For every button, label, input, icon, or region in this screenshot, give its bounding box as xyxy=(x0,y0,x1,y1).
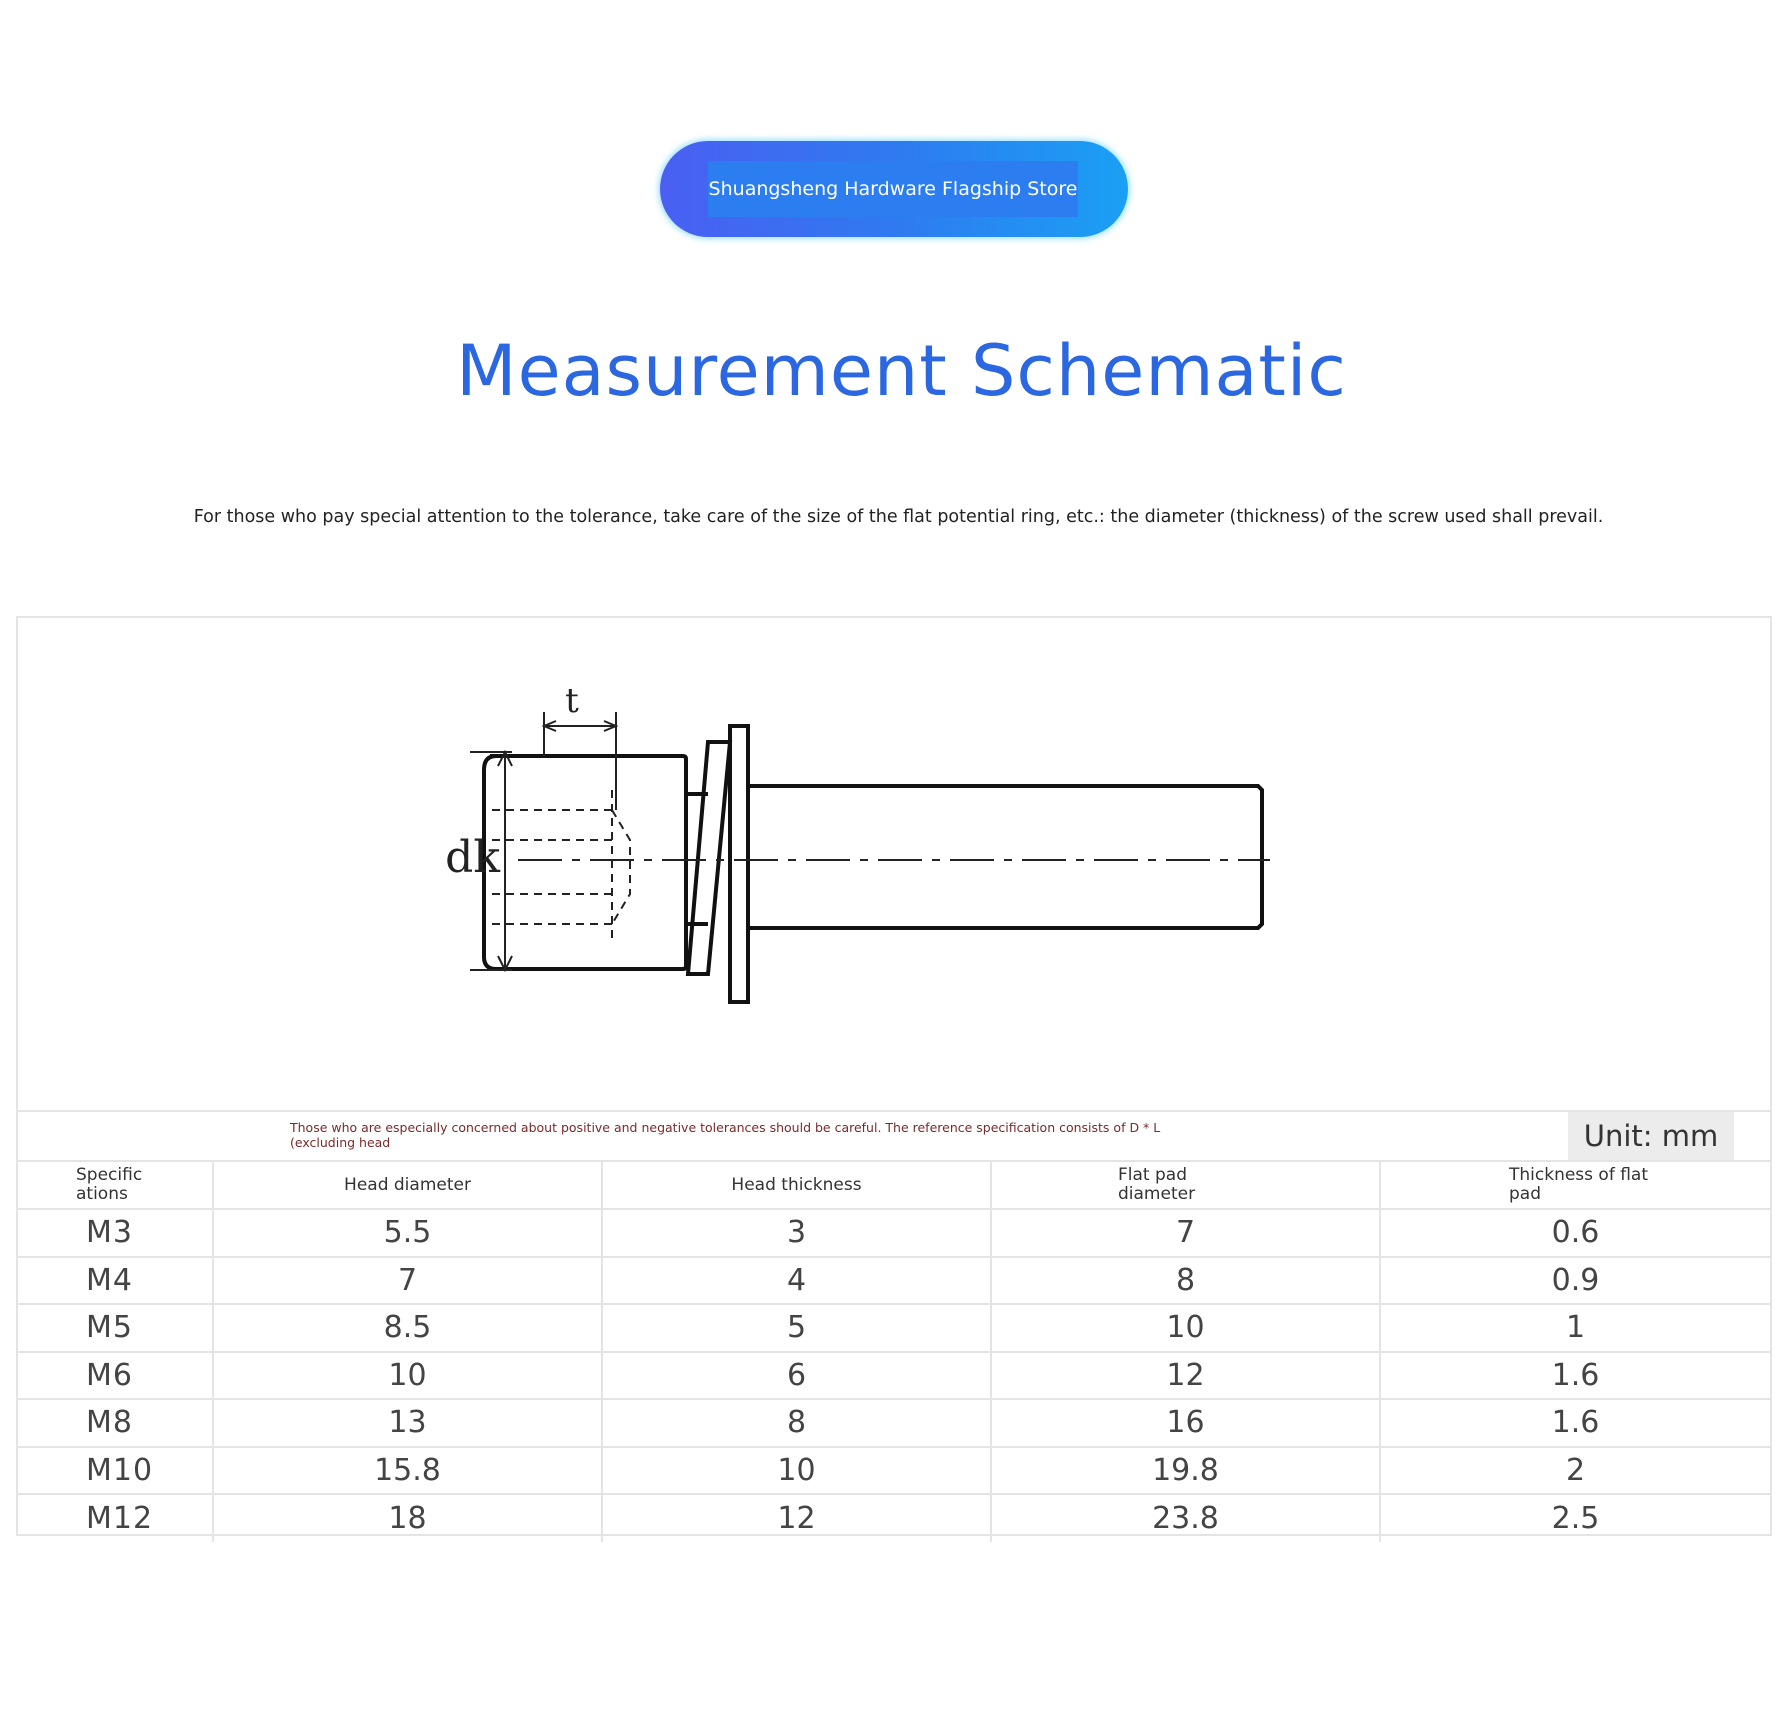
store-badge[interactable] xyxy=(660,141,1128,237)
col-header-head-diameter xyxy=(213,1161,602,1209)
cell-flat-pad-thickness: 0.9 xyxy=(1380,1257,1770,1305)
spec-panel xyxy=(16,616,1772,1536)
cell-flat-pad-thickness: 2.5 xyxy=(1380,1494,1770,1542)
cell-flat-pad-diameter: 10 xyxy=(991,1304,1380,1352)
cell-flat-pad-diameter: 19.8 xyxy=(991,1447,1380,1495)
cell-head-thickness: 5 xyxy=(602,1304,991,1352)
table-header-row xyxy=(18,1161,1770,1209)
cell-head-thickness: 12 xyxy=(602,1494,991,1542)
cell-head-diameter: 18 xyxy=(213,1494,602,1542)
col-header-flat-pad-thickness xyxy=(1380,1161,1770,1209)
page-title: Measurement Schematic xyxy=(456,330,1347,412)
cell-flat-pad-diameter: 7 xyxy=(991,1209,1380,1257)
cell-head-thickness: 4 xyxy=(602,1257,991,1305)
spec-table xyxy=(18,1160,1770,1542)
col-header-head-thickness xyxy=(602,1161,991,1209)
cell-spec: M6 xyxy=(18,1352,213,1400)
col-header-flat-pad-thickness-label: Thickness of flat pad xyxy=(1509,1165,1649,1204)
col-header-head-diameter-label: Head diameter xyxy=(344,1175,471,1195)
table-row xyxy=(18,1352,1770,1400)
screw-head-outline xyxy=(484,756,686,969)
col-header-flat-pad-diameter-label: Flat pad diameter xyxy=(1118,1165,1196,1204)
unit-label: Unit: mm xyxy=(1568,1112,1734,1160)
col-header-spec xyxy=(18,1161,213,1209)
cell-head-diameter: 10 xyxy=(213,1352,602,1400)
table-row xyxy=(18,1447,1770,1495)
table-row xyxy=(18,1209,1770,1257)
cell-head-thickness: 10 xyxy=(602,1447,991,1495)
cell-head-thickness: 6 xyxy=(602,1352,991,1400)
t-label: t xyxy=(565,681,579,721)
cell-head-diameter: 15.8 xyxy=(213,1447,602,1495)
table-row xyxy=(18,1257,1770,1305)
cell-spec: M4 xyxy=(18,1257,213,1305)
cell-head-diameter: 5.5 xyxy=(213,1209,602,1257)
cell-head-diameter: 13 xyxy=(213,1399,602,1447)
cell-flat-pad-thickness: 0.6 xyxy=(1380,1209,1770,1257)
cell-flat-pad-thickness: 1 xyxy=(1380,1304,1770,1352)
table-row xyxy=(18,1399,1770,1447)
cell-spec: M10 xyxy=(18,1447,213,1495)
cell-head-thickness: 8 xyxy=(602,1399,991,1447)
screw-shank xyxy=(748,786,1262,928)
flat-washer xyxy=(730,726,748,1002)
col-header-head-thickness-label: Head thickness xyxy=(731,1175,862,1195)
screw-diagram xyxy=(18,618,1770,1108)
cell-flat-pad-diameter: 8 xyxy=(991,1257,1380,1305)
cell-spec: M8 xyxy=(18,1399,213,1447)
cell-flat-pad-thickness: 1.6 xyxy=(1380,1352,1770,1400)
cell-flat-pad-thickness: 1.6 xyxy=(1380,1399,1770,1447)
screw-schematic xyxy=(18,618,1770,1108)
cell-spec: M5 xyxy=(18,1304,213,1352)
store-name: Shuangsheng Hardware Flagship Store xyxy=(708,161,1078,217)
col-header-spec-label: Specific ations xyxy=(76,1165,143,1204)
table-row xyxy=(18,1304,1770,1352)
cell-flat-pad-diameter: 16 xyxy=(991,1399,1380,1447)
cell-spec: M12 xyxy=(18,1494,213,1542)
cell-head-diameter: 8.5 xyxy=(213,1304,602,1352)
spec-table-section xyxy=(18,1110,1770,1536)
cell-flat-pad-diameter: 23.8 xyxy=(991,1494,1380,1542)
cell-flat-pad-thickness: 2 xyxy=(1380,1447,1770,1495)
spring-washer xyxy=(688,742,730,974)
cell-spec: M3 xyxy=(18,1209,213,1257)
t-dimension xyxy=(544,712,616,810)
cell-flat-pad-diameter: 12 xyxy=(991,1352,1380,1400)
cell-head-diameter: 7 xyxy=(213,1257,602,1305)
table-row xyxy=(18,1494,1770,1542)
dk-label: dk xyxy=(445,832,500,883)
col-header-flat-pad-diameter xyxy=(991,1161,1380,1209)
tolerance-warning: Those who are especially concerned about positive and negative tolerances should be careful. The reference specification consists of D * L (excluding head xyxy=(290,1120,1161,1150)
hex-socket xyxy=(492,790,630,938)
tolerance-intro-note: For those who pay special attention to the tolerance, take care of the size of the flat potential ring, etc.: the diameter (thickness) of the screw used shall prevail. xyxy=(193,507,1604,527)
cell-head-thickness: 3 xyxy=(602,1209,991,1257)
